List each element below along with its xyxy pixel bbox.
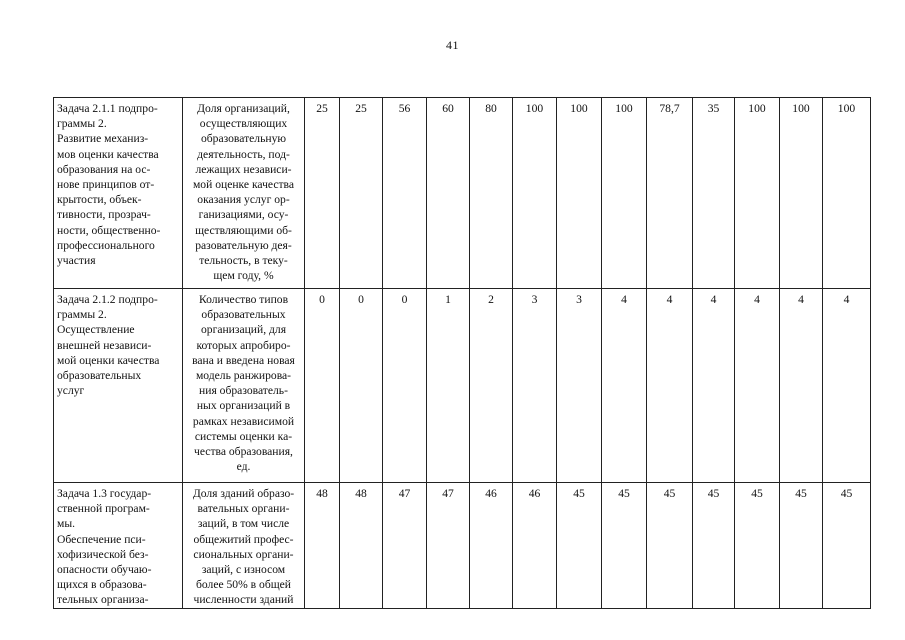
indicators-table <box>53 97 871 609</box>
task-text-line: ности, общественно- <box>57 223 161 237</box>
task-text-line: граммы 2. <box>57 308 107 322</box>
table-row <box>54 289 871 483</box>
task-text-line: Осуществление <box>57 323 135 337</box>
value-cell: 45 <box>693 483 735 609</box>
value-cell: 48 <box>305 483 340 609</box>
indicator-text-line: разовательную дея- <box>195 238 292 252</box>
value-cell: 47 <box>427 483 470 609</box>
value-cell: 100 <box>557 98 602 289</box>
value-cell: 45 <box>780 483 823 609</box>
value-cell: 46 <box>513 483 557 609</box>
value-cell: 100 <box>735 98 780 289</box>
task-text-line: опасности обучаю- <box>57 563 152 577</box>
task-text-line: мов оценки качества <box>57 147 159 161</box>
task-text-line: Задача 2.1.2 подпро- <box>57 293 158 306</box>
indicator-text-line: деятельность, под- <box>197 147 290 161</box>
value-cell: 4 <box>780 289 823 483</box>
task-text-line: крытости, объек- <box>57 193 142 207</box>
value-cell: 3 <box>557 289 602 483</box>
indicator-text-line: более 50% в общей <box>195 578 291 592</box>
task-text-line: Задача 2.1.1 подпро- <box>57 102 158 115</box>
value-cell: 78,7 <box>647 98 693 289</box>
indicator-text-line: организаций, для <box>200 323 287 337</box>
indicator-text-line: ния образователь- <box>199 384 288 398</box>
task-text-line: граммы 2. <box>57 117 107 131</box>
indicator-text-line: модель ранжирова- <box>195 369 292 383</box>
task-text-line: профессионального <box>57 238 155 252</box>
indicator-text-line: заций, в том числе <box>197 517 290 531</box>
task-text-line: тивности, прозрач- <box>57 208 151 222</box>
task-cell <box>54 289 183 483</box>
value-cell: 45 <box>602 483 647 609</box>
indicator-text-line: ганизациями, осу- <box>198 208 289 222</box>
task-text-line: Развитие механиз- <box>57 132 149 146</box>
value-cell: 1 <box>427 289 470 483</box>
value-cell: 25 <box>340 98 383 289</box>
value-cell: 35 <box>693 98 735 289</box>
indicator-cell <box>183 483 305 609</box>
task-text-line: образовательных <box>57 369 142 383</box>
indicator-text-line: системы оценки ка- <box>194 429 293 443</box>
indicator-text-line: сиональных органи- <box>193 547 294 561</box>
value-cell: 60 <box>427 98 470 289</box>
indicator-text-line: вана и введена новая <box>192 353 295 367</box>
value-cell: 47 <box>383 483 427 609</box>
table-row <box>54 483 871 609</box>
value-cell: 80 <box>470 98 513 289</box>
indicator-text-line: ед. <box>236 460 251 474</box>
indicator-text-line: общежитий профес- <box>193 532 294 546</box>
indicator-text-line: образовательную <box>200 132 287 146</box>
indicator-text-line: ществляющими об- <box>195 223 292 237</box>
value-cell: 2 <box>470 289 513 483</box>
indicator-text-line: ных организаций в <box>196 399 291 413</box>
value-cell: 3 <box>513 289 557 483</box>
task-cell <box>54 98 183 289</box>
value-cell: 100 <box>780 98 823 289</box>
task-text-line: внешней независи- <box>57 338 152 352</box>
indicator-text-line: Количество типов <box>198 293 289 306</box>
value-cell: 56 <box>383 98 427 289</box>
value-cell: 100 <box>513 98 557 289</box>
value-cell: 46 <box>470 483 513 609</box>
task-text-line: мы. <box>57 517 76 531</box>
indicator-text-line: тельность, в теку- <box>199 254 288 268</box>
value-cell: 25 <box>305 98 340 289</box>
value-cell: 45 <box>557 483 602 609</box>
indicator-text-line: вательных органи- <box>197 502 290 516</box>
task-text-line: нове принципов от- <box>57 178 155 192</box>
indicator-text-line: чества образования, <box>194 445 293 459</box>
task-text-line: участия <box>57 254 96 268</box>
indicator-text-line: которых апробиро- <box>196 338 291 352</box>
value-cell: 4 <box>693 289 735 483</box>
task-text-line: услуг <box>57 384 85 398</box>
value-cell: 100 <box>823 98 871 289</box>
value-cell: 45 <box>647 483 693 609</box>
table-body <box>54 98 871 609</box>
indicator-text-line: Доля организаций, <box>197 102 290 115</box>
indicator-cell <box>183 289 305 483</box>
indicator-text-line: оказания услуг ор- <box>197 193 290 207</box>
task-cell <box>54 483 183 609</box>
task-text-line: щихся в образова- <box>57 578 147 592</box>
value-cell: 45 <box>735 483 780 609</box>
value-cell: 4 <box>647 289 693 483</box>
indicator-cell <box>183 98 305 289</box>
value-cell: 0 <box>305 289 340 483</box>
indicator-text-line: Доля зданий образо- <box>192 487 295 500</box>
value-cell: 48 <box>340 483 383 609</box>
task-text-line: Обеспечение пси- <box>57 532 146 546</box>
table-row <box>54 98 871 289</box>
value-cell: 0 <box>340 289 383 483</box>
task-text-line: хофизической без- <box>57 547 149 561</box>
indicator-text-line: образовательных <box>201 308 286 322</box>
page-number: 41 <box>446 38 459 52</box>
task-text-line: образования на ос- <box>57 162 151 176</box>
task-text-line: ственной програм- <box>57 502 150 516</box>
indicator-text-line: заций, с износом <box>201 563 286 577</box>
value-cell: 4 <box>735 289 780 483</box>
value-cell: 100 <box>602 98 647 289</box>
indicator-text-line: щем году, % <box>213 269 274 283</box>
task-text-line: мой оценки качества <box>57 353 160 367</box>
value-cell: 45 <box>823 483 871 609</box>
value-cell: 4 <box>823 289 871 483</box>
indicator-text-line: осуществляющих <box>199 117 288 131</box>
task-text-line: Задача 1.3 государ- <box>57 487 152 500</box>
value-cell: 4 <box>602 289 647 483</box>
value-cell: 0 <box>383 289 427 483</box>
indicator-text-line: мой оценке качества <box>192 178 295 192</box>
indicator-text-line: лежащих независи- <box>195 162 292 176</box>
indicator-text-line: численности зданий <box>193 593 294 607</box>
task-text-line: тельных организа- <box>57 593 149 607</box>
indicator-text-line: рамках независимой <box>192 414 295 428</box>
